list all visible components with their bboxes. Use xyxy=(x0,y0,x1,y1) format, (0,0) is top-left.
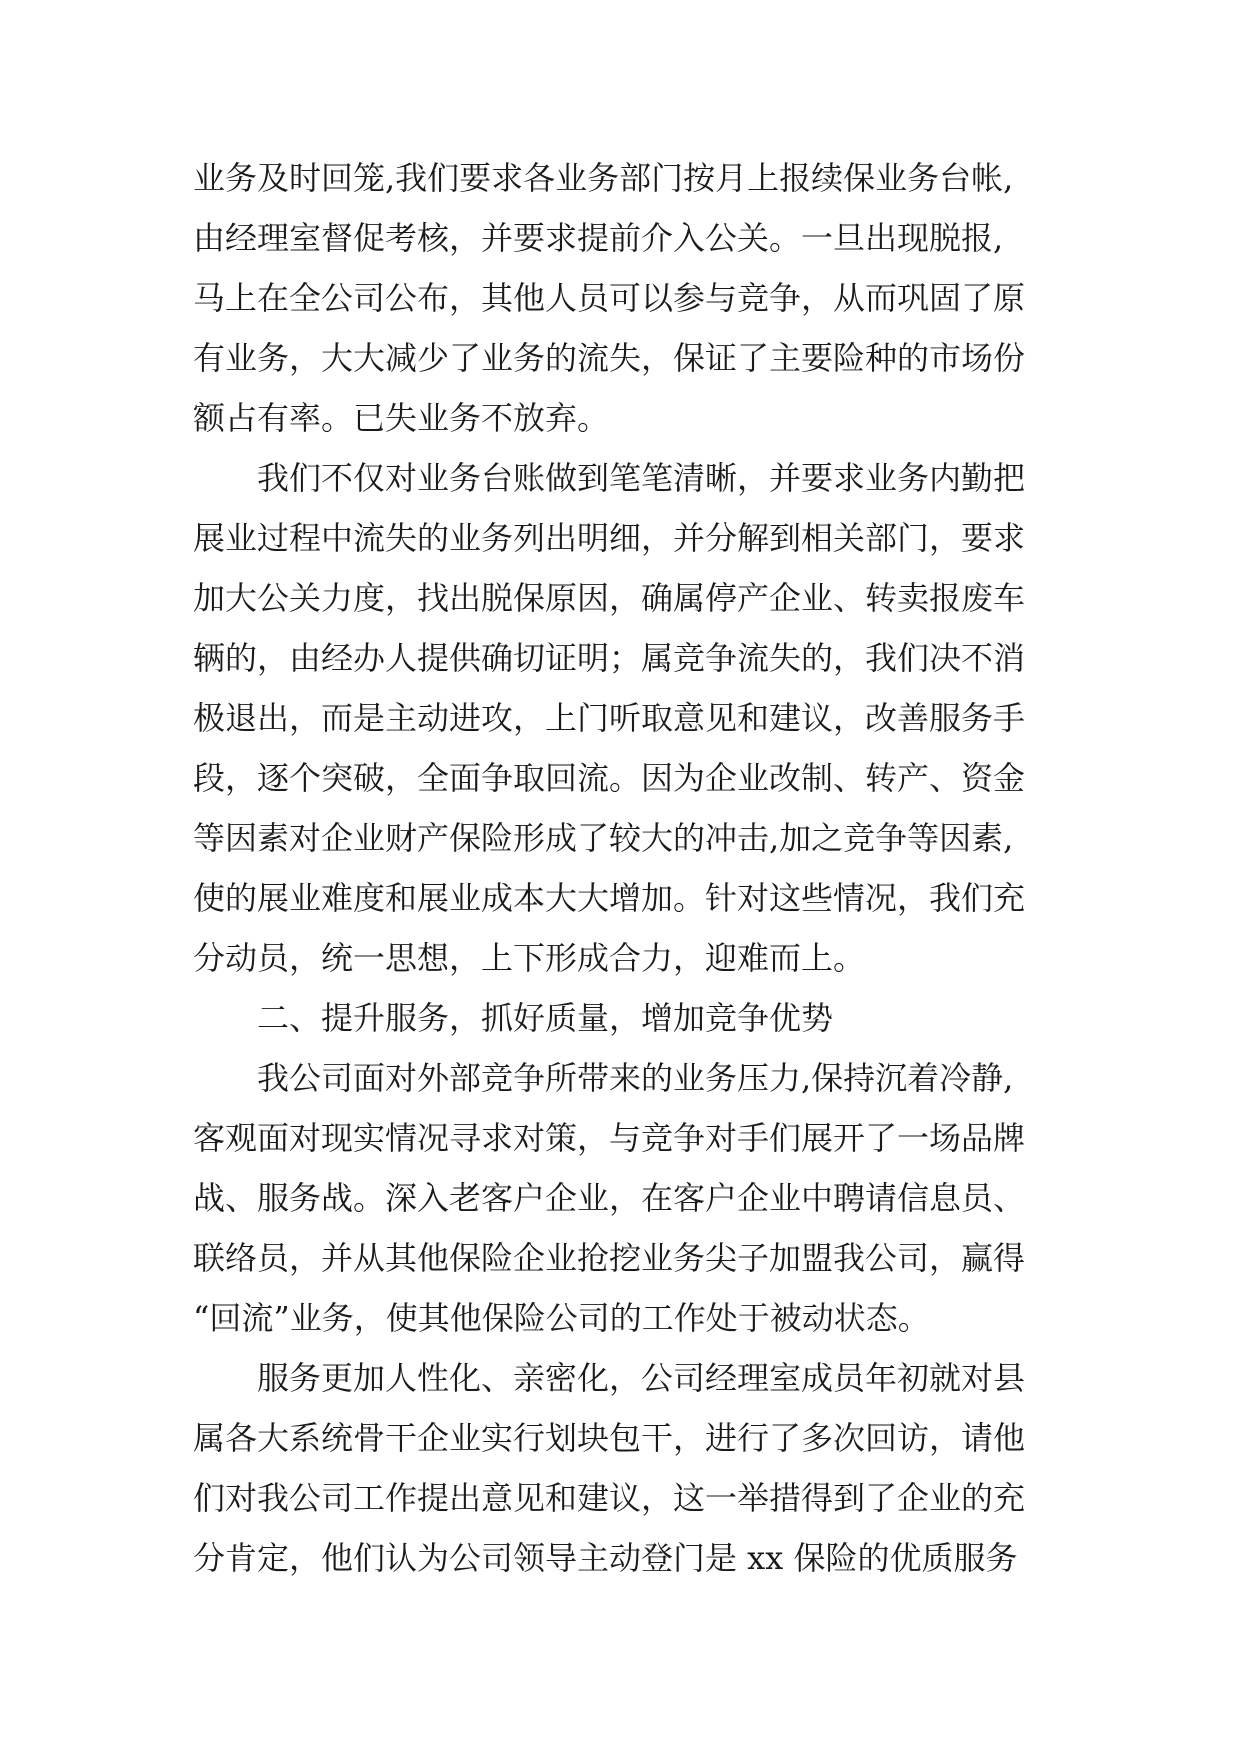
paragraph-start-line: 我公司面对外部竞争所带来的业务压力,保持沉着冷静, xyxy=(257,1059,1014,1097)
text-line: “回流”业务，使其他保险公司的工作处于被动状态。 xyxy=(193,1299,930,1337)
text-line: 们对我公司工作提出意见和建议，这一举措得到了企业的充 xyxy=(193,1479,1026,1517)
text-line: 马上在全公司公布，其他人员可以参与竞争，从而巩固了原 xyxy=(193,279,1026,317)
text-line: 联络员，并从其他保险企业抢挖业务尖子加盟我公司，赢得 xyxy=(193,1239,1026,1277)
text-line: 有业务，大大减少了业务的流失，保证了主要险种的市场份 xyxy=(193,339,1026,377)
text-line: 属各大系统骨干企业实行划块包干，进行了多次回访，请他 xyxy=(193,1419,1026,1457)
text-line: 业务及时回笼,我们要求各业务部门按月上报续保业务台帐, xyxy=(193,159,1014,197)
text-line: 辆的，由经办人提供确切证明；属竞争流失的，我们决不消 xyxy=(193,639,1026,677)
text-line: 极退出，而是主动进攻，上门听取意见和建议，改善服务手 xyxy=(193,699,1026,737)
text-line: 加大公关力度，找出脱保原因，确属停产企业、转卖报废车 xyxy=(193,579,1026,617)
text-line: 展业过程中流失的业务列出明细，并分解到相关部门，要求 xyxy=(193,519,1026,557)
body-text xyxy=(193,158,1093,1598)
text-line: 段，逐个突破，全面争取回流。因为企业改制、转产、资金 xyxy=(193,759,1026,797)
text-line: 使的展业难度和展业成本大大增加。针对这些情况，我们充 xyxy=(193,879,1026,917)
section-heading: 二、提升服务，抓好质量，增加竞争优势 xyxy=(257,999,834,1037)
paragraph-start-line: 我们不仅对业务台账做到笔笔清晰，并要求业务内勤把 xyxy=(257,459,1026,497)
text-line: 客观面对现实情况寻求对策，与竞争对手们展开了一场品牌 xyxy=(193,1119,1026,1157)
text-line: 等因素对企业财产保险形成了较大的冲击,加之竞争等因素, xyxy=(193,819,1014,857)
text-line: 分动员，统一思想，上下形成合力，迎难而上。 xyxy=(193,939,866,977)
text-line: 战、服务战。深入老客户企业，在客户企业中聘请信息员、 xyxy=(193,1179,1026,1217)
text-line: 额占有率。已失业务不放弃。 xyxy=(193,399,610,437)
paragraph-start-line: 服务更加人性化、亲密化，公司经理室成员年初就对县 xyxy=(257,1359,1026,1397)
text-line: 分肯定，他们认为公司领导主动登门是 xx 保险的优质服务 xyxy=(193,1539,1018,1577)
text-line: 由经理室督促考核，并要求提前介入公关。一旦出现脱报, xyxy=(193,219,1004,257)
